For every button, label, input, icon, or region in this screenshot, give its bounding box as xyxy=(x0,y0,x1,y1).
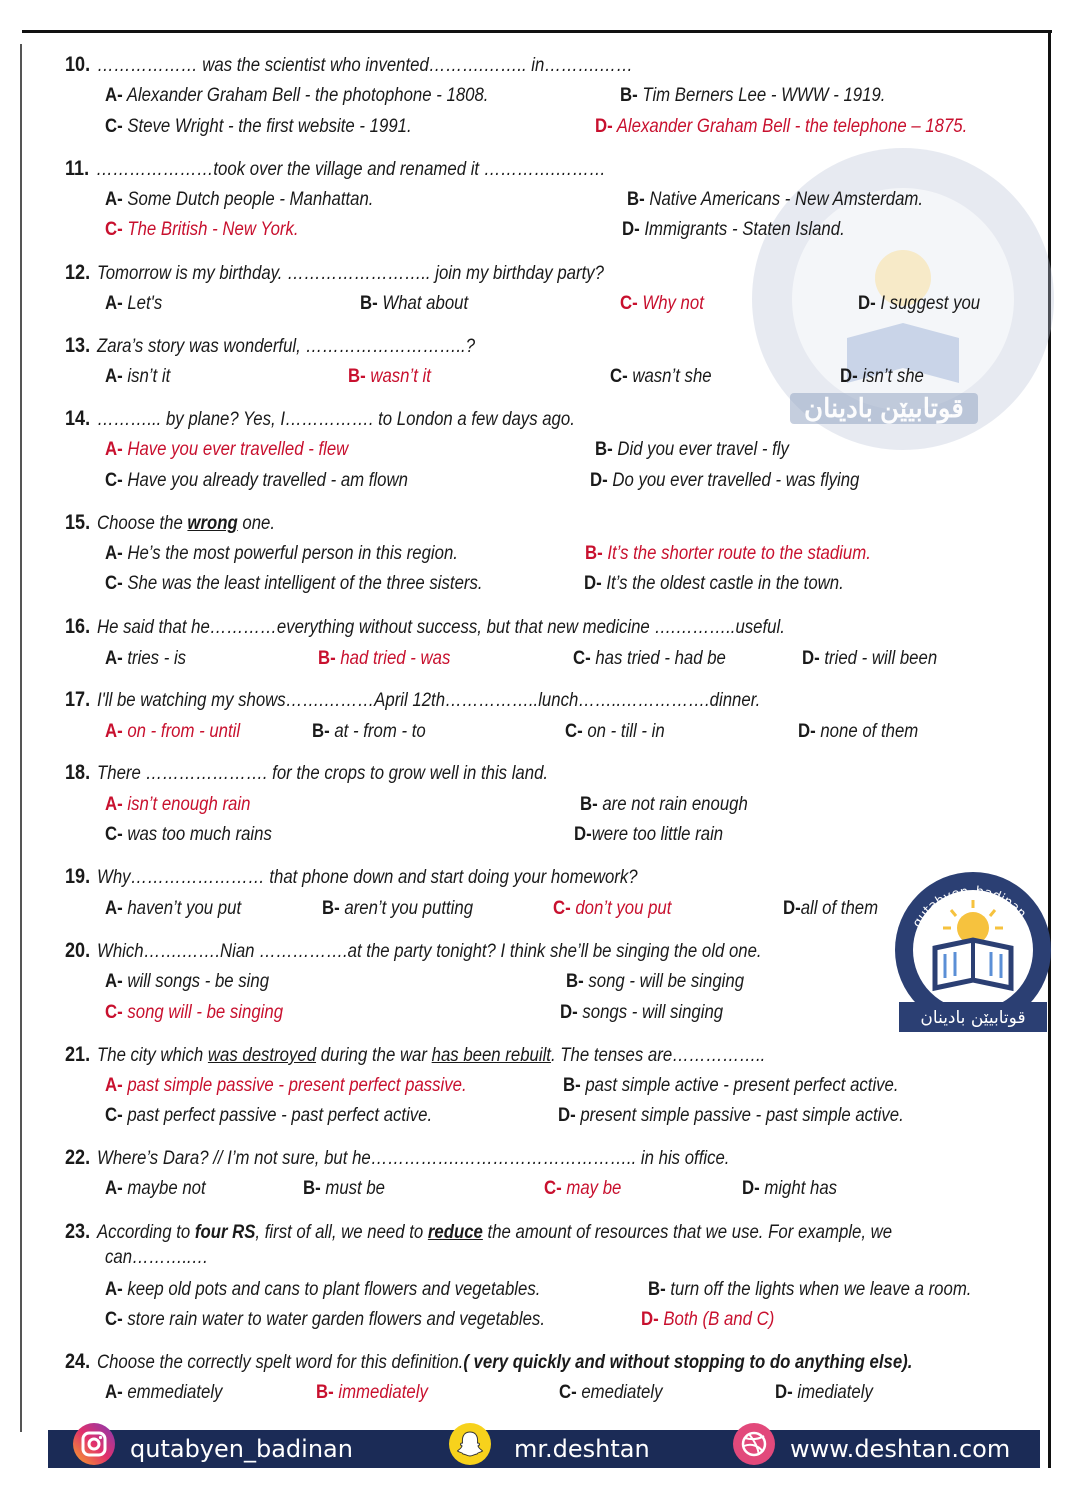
question-13-stem: 13. Zara’s story was wonderful, ………………………..? xyxy=(65,334,476,357)
q18-option-d[interactable]: D-were too little rain xyxy=(574,823,724,845)
q10-option-d-answer[interactable]: D- Alexander Graham Bell - the telephone – 1875. xyxy=(595,115,968,137)
svg-text:قوتابیێن بادینان: قوتابیێن بادینان xyxy=(920,1008,1026,1028)
q12-option-b[interactable]: B- What about xyxy=(360,292,469,314)
page-frame-left xyxy=(20,44,22,1432)
q12-option-c-answer[interactable]: C- Why not xyxy=(620,292,704,314)
question-12-stem: 12. Tomorrow is my birthday. …………………….. join my birthday party? xyxy=(65,261,604,284)
q17-option-b[interactable]: B- at - from - to xyxy=(312,720,426,742)
snapchat-icon[interactable] xyxy=(448,1422,492,1466)
q14-option-a-answer[interactable]: A- Have you ever travelled - flew xyxy=(105,438,349,460)
q22-option-d[interactable]: D- might has xyxy=(742,1177,838,1199)
q13-option-c[interactable]: C- wasn’t she xyxy=(610,365,712,387)
q23-option-a[interactable]: A- keep old pots and cans to plant flowers and vegetables. xyxy=(105,1278,541,1300)
question-16-stem: 16. He said that he…………everything without success, but that new medicine ….………..useful. xyxy=(65,615,785,638)
page-frame-top xyxy=(22,30,1052,33)
q11-option-a[interactable]: A- Some Dutch people - Manhattan. xyxy=(105,188,374,210)
question-23-stem-line2: can………..… xyxy=(105,1246,209,1268)
q16-option-a[interactable]: A- tries - is xyxy=(105,647,187,669)
q10-option-a[interactable]: A- Alexander Graham Bell - the photophone - 1808. xyxy=(105,84,489,106)
q15-option-a[interactable]: A- He’s the most powerful person in this region. xyxy=(105,542,458,564)
question-10-stem: 10. ……………… was the scientist who invented……….…….. in……….…… xyxy=(65,53,633,76)
q18-option-a-answer[interactable]: A- isn’t enough rain xyxy=(105,793,251,815)
q11-option-d[interactable]: D- Immigrants - Staten Island. xyxy=(622,218,845,240)
q14-option-d[interactable]: D- Do you ever travelled - was flying xyxy=(590,469,860,491)
q22-option-c-answer[interactable]: C- may be xyxy=(544,1177,622,1199)
q13-option-d[interactable]: D- isn’t she xyxy=(840,365,924,387)
q19-option-c-answer[interactable]: C- don’t you put xyxy=(553,897,672,919)
question-17-stem: 17. I'll be watching my shows…….………April 12th……………..lunch……..…………….dinner. xyxy=(65,688,761,711)
q16-option-b-answer[interactable]: B- had tried - was xyxy=(318,647,451,669)
q17-option-a-answer[interactable]: A- on - from - until xyxy=(105,720,241,742)
q15-option-d[interactable]: D- It’s the oldest castle in the town. xyxy=(584,572,844,594)
question-14-stem: 14. ………... by plane? Yes, I……………. to London a few days ago. xyxy=(65,407,575,430)
svg-text:qutabyen_badinan: qutabyen_badinan xyxy=(909,884,1029,931)
q18-option-c[interactable]: C- was too much rains xyxy=(105,823,272,845)
q18-option-b[interactable]: B- are not rain enough xyxy=(580,793,748,815)
q24-option-b-answer[interactable]: B- immediately xyxy=(316,1381,428,1403)
q14-option-c[interactable]: C- Have you already travelled - am flown xyxy=(105,469,408,491)
q22-option-b[interactable]: B- must be xyxy=(303,1177,386,1199)
footer-instagram-handle[interactable]: qutabyen_badinan xyxy=(130,1435,353,1463)
q20-option-d[interactable]: D- songs - will singing xyxy=(560,1001,724,1023)
q10-option-b[interactable]: B- Tim Berners Lee - WWW - 1919. xyxy=(620,84,886,106)
q20-option-a[interactable]: A- will songs - be sing xyxy=(105,970,270,992)
question-23-stem: 23. According to four RS, first of all, we need to reduce the amount of resources that we use. For example, we xyxy=(65,1220,893,1243)
q23-option-d-answer[interactable]: D- Both (B and C) xyxy=(641,1308,775,1330)
q15-option-b-answer[interactable]: B- It’s the shorter route to the stadium. xyxy=(585,542,871,564)
q19-option-d[interactable]: D-all of them xyxy=(783,897,879,919)
q19-option-b[interactable]: B- aren’t you putting xyxy=(322,897,474,919)
q13-option-b-answer[interactable]: B- wasn’t it xyxy=(348,365,431,387)
q24-option-c[interactable]: C- emediately xyxy=(559,1381,663,1403)
question-24-stem: 24. Choose the correctly spelt word for this definition.( very quickly and without stopping to do anything else). xyxy=(65,1350,913,1373)
q17-option-d[interactable]: D- none of them xyxy=(798,720,919,742)
q21-option-b[interactable]: B- past simple active - present perfect active. xyxy=(563,1074,899,1096)
question-15-stem: 15. Choose the wrong one. xyxy=(65,511,276,534)
q22-option-a[interactable]: A- maybe not xyxy=(105,1177,206,1199)
q14-option-b[interactable]: B- Did you ever travel - fly xyxy=(595,438,789,460)
q15-option-c[interactable]: C- She was the least intelligent of the three sisters. xyxy=(105,572,483,594)
dribbble-globe-icon[interactable] xyxy=(732,1422,776,1466)
q23-option-b[interactable]: B- turn off the lights when we leave a room. xyxy=(648,1278,972,1300)
q12-option-d[interactable]: D- I suggest you xyxy=(858,292,981,314)
q21-option-a-answer[interactable]: A- past simple passive - present perfect passive. xyxy=(105,1074,467,1096)
question-21-stem: 21. The city which was destroyed during the war has been rebuilt. The tenses are…………….. xyxy=(65,1043,766,1066)
q21-option-c[interactable]: C- past perfect passive - past perfect active. xyxy=(105,1104,433,1126)
q11-option-b[interactable]: B- Native Americans - New Amsterdam. xyxy=(627,188,924,210)
q24-option-d[interactable]: D- imediately xyxy=(775,1381,873,1403)
q13-option-a[interactable]: A- isn’t it xyxy=(105,365,171,387)
q10-option-c[interactable]: C- Steve Wright - the first website - 1991. xyxy=(105,115,412,137)
question-20-stem: 20. Which…….…….Nian …………….at the party tonight? I think she’ll be singing the old one. xyxy=(65,939,762,962)
q20-option-b[interactable]: B- song - will be singing xyxy=(566,970,745,992)
q24-option-a[interactable]: A- emmediately xyxy=(105,1381,223,1403)
question-18-stem: 18. There …………………. for the crops to grow well in this land. xyxy=(65,761,549,784)
instagram-icon[interactable] xyxy=(72,1422,116,1466)
q16-option-d[interactable]: D- tried - will been xyxy=(802,647,938,669)
q17-option-c[interactable]: C- on - till - in xyxy=(565,720,665,742)
question-22-stem: 22. Where’s Dara? // I’m not sure, but he…………….………………………….. in his office. xyxy=(65,1146,730,1169)
footer-snapchat-handle[interactable]: mr.deshtan xyxy=(514,1435,650,1463)
footer-website-link[interactable]: www.deshtan.com xyxy=(790,1435,1011,1463)
q19-option-a[interactable]: A- haven’t you put xyxy=(105,897,242,919)
q16-option-c[interactable]: C- has tried - had be xyxy=(573,647,726,669)
q11-option-c-answer[interactable]: C- The British - New York. xyxy=(105,218,299,240)
footer-bar xyxy=(48,1430,1040,1468)
q12-option-a[interactable]: A- Let's xyxy=(105,292,163,314)
question-11-stem: 11. …………………took over the village and renamed it ………….……… xyxy=(65,157,606,180)
q20-option-c-answer[interactable]: C- song will - be singing xyxy=(105,1001,284,1023)
watermark-arabic-text: قوتابیێن بادینان xyxy=(790,393,978,424)
q21-option-d[interactable]: D- present simple passive - past simple active. xyxy=(558,1104,904,1126)
question-19-stem: 19. Why…………………… that phone down and start doing your homework? xyxy=(65,865,638,888)
qutabyen-badinan-logo xyxy=(893,870,1053,1036)
q23-option-c[interactable]: C- store rain water to water garden flowers and vegetables. xyxy=(105,1308,545,1330)
